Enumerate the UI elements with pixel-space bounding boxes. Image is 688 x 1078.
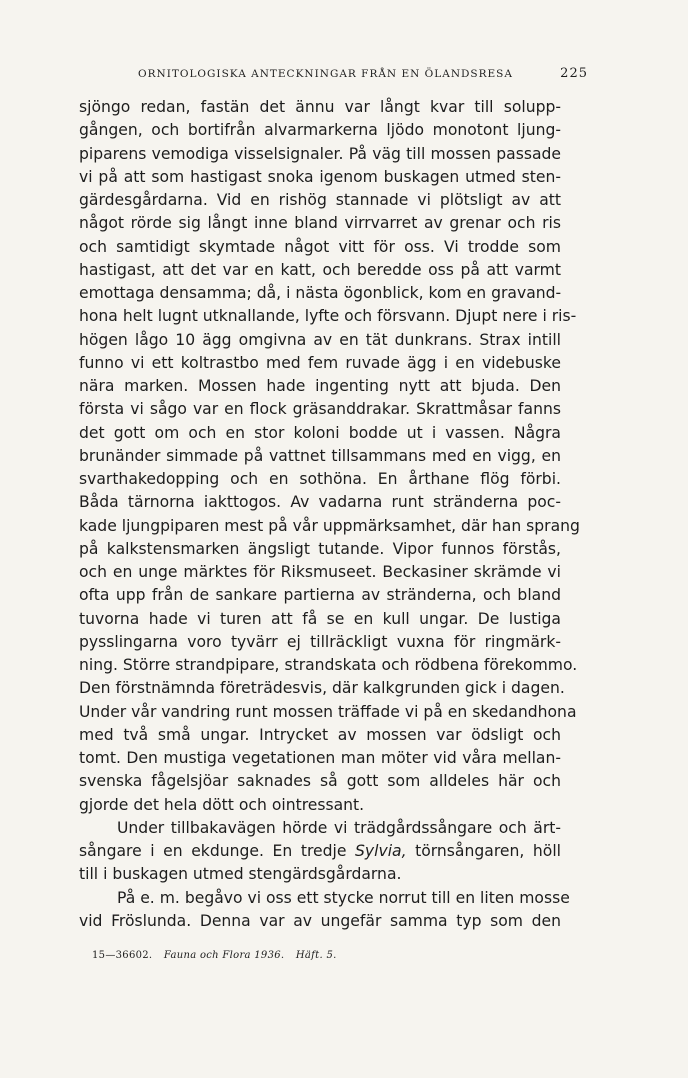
text-line: nära marken. Mossen hade ingenting nytt att bjuda. Den [79, 377, 561, 395]
text-line: ning. Större strandpipare, strandskata och rödbena förekommo. [79, 656, 578, 674]
text-line: på kalkstensmarken ängsligt tutande. Vipor funnos förstås, [79, 539, 561, 558]
text-line: första vi sågo var en flock gräsanddrakar. Skrattmåsar fanns [79, 400, 561, 419]
text-line: gärdesgårdarna. Vid en rishög stannade vi plötsligt av att [79, 191, 561, 209]
text-line: och en unge märktes för Riksmuseet. Beckasiner skrämde vi [79, 563, 561, 581]
text-line: piparens vemodiga visselsignaler. På väg till mossen passade [79, 144, 561, 163]
text-line: vid Fröslunda. Denna var av ungefär samma typ som den [79, 911, 561, 930]
text-line: På e. m. begåvo vi oss ett stycke norrut till en liten mosse [117, 888, 570, 907]
text-line: Båda tärnorna iakttogos. Av vadarna runt stränderna poc- [79, 493, 561, 512]
text-line: hastigast, att det var en katt, och beredde oss på att varmt [79, 260, 561, 279]
text-line: tomt. Den mustiga vegetationen man möter vid våra mellan- [79, 749, 561, 767]
text-line: tuvorna hade vi turen att få se en kull ungar. De lustiga [79, 609, 561, 628]
text-line: funno vi ett koltrastbo med fem ruvade ägg i en videbuske [79, 353, 561, 372]
text-line: emottaga densamma; då, i nästa ögonblick, kom en gravand- [79, 284, 562, 302]
page-number: 225 [560, 66, 588, 81]
issue-reference: Häft. 5. [295, 950, 337, 961]
page-footer [92, 950, 337, 961]
text-line: det gott om och en stor koloni bodde ut i vassen. Några [79, 423, 561, 442]
text-line: Under vår vandring runt mossen träffade vi på en skedandhona [79, 702, 577, 721]
text-line: kade ljungpiparen mest på vår uppmärksamhet, där han sprang [79, 516, 580, 535]
running-title: ORNITOLOGISKA ANTECKNINGAR FRÅN EN ÖLANDSRESA [138, 68, 513, 80]
running-header [138, 66, 588, 81]
text-line: Under tillbakavägen hörde vi trädgårdssångare och ärt- [117, 818, 561, 837]
text-line: gången, och bortifrån alvarmarkerna ljödo monotont ljung- [79, 121, 561, 140]
species-name: Sylvia, [355, 842, 407, 860]
text-line: sjöngo redan, fastän det ännu var långt kvar till solupp- [79, 98, 561, 116]
body-text [79, 96, 580, 933]
text-line: hona helt lugnt utknallande, lyfte och försvann. Djupt nere i ris- [79, 307, 577, 326]
text-line: svenska fågelsjöar saknades så gott som alldeles här och [79, 772, 561, 791]
text-line: högen lågo 10 ägg omgivna av en tät dunkrans. Strax intill [79, 330, 561, 349]
text-line: brunänder simmade på vattnet tillsammans med en vigg, en [79, 446, 561, 465]
text-line: och samtidigt skymtade något vitt för oss. Vi trodde som [79, 237, 561, 256]
journal-reference: Fauna och Flora 1936. [163, 950, 285, 961]
text-line: till i buskagen utmed stengärdsgårdarna. [79, 865, 402, 884]
text-line: Den förstnämnda företrädesvis, där kalkgrunden gick i dagen. [79, 679, 565, 698]
text-line: gjorde det hela dött och ointressant. [79, 795, 365, 814]
text-line: pysslingarna voro tyvärr ej tillräckligt vuxna för ringmärk- [79, 632, 561, 651]
text-line: sångare i en ekdunge. En tredje Sylvia, törnsångaren, höll [79, 842, 561, 860]
text-line: med två små ungar. Intrycket av mossen var ödsligt och [79, 725, 561, 744]
text-line: svarthakedopping och en sothöna. En årthane flög förbi. [79, 470, 561, 488]
printer-signature: 15—36602. [92, 950, 153, 961]
text-line: ofta upp från de sankare partierna av stränderna, och bland [79, 586, 561, 605]
text-line: något rörde sig långt inne bland virrvarret av grenar och ris [79, 214, 561, 233]
text-line: vi på att som hastigast snoka igenom buskagen utmed sten- [79, 167, 561, 186]
